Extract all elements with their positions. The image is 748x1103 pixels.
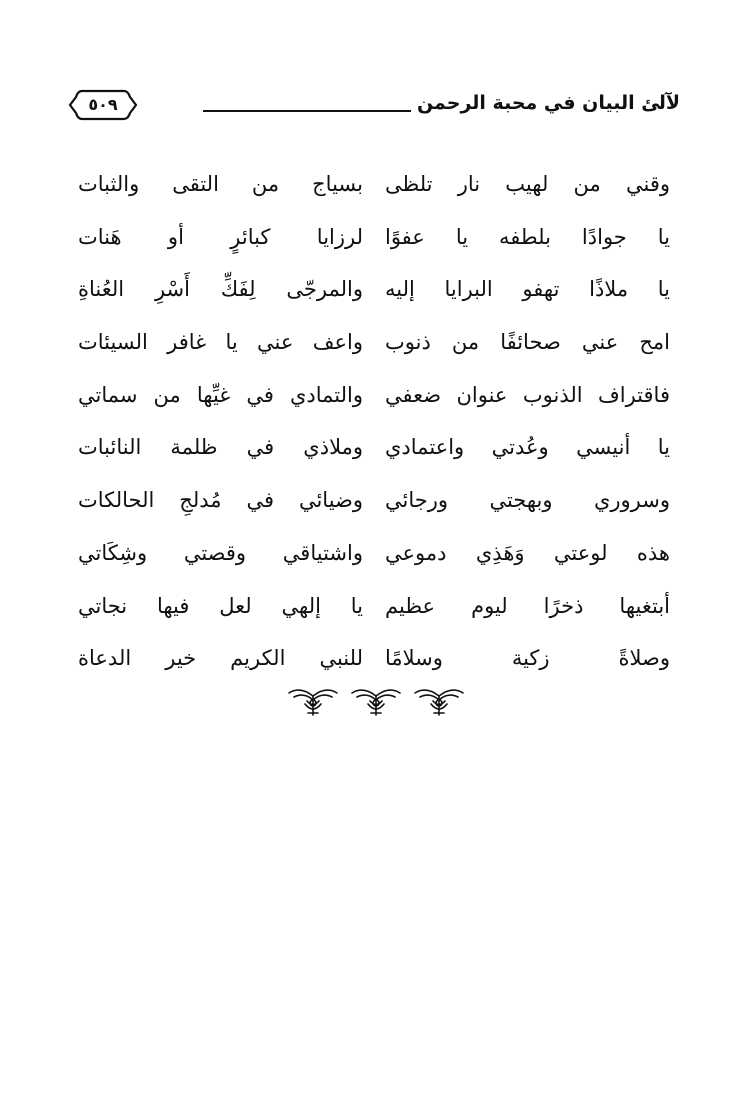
verse-second-hemistich: واشتياقي وقصتي وشِكَاتي: [78, 540, 363, 565]
verse-first-hemistich: امح عني صحائفًا من ذنوب: [385, 330, 670, 355]
verse-first-hemistich: فاقتراف الذنوب عنوان ضعفي: [385, 382, 670, 407]
verse-second-hemistich: وملاذي في ظلمة النائبات: [78, 435, 363, 460]
verse-second-hemistich: وضيائي في مُدلجِ الحالكات: [78, 488, 363, 513]
verse: [78, 474, 670, 527]
verse-second-hemistich: للنبي الكريم خير الدعاة: [78, 646, 363, 671]
header-rule: [203, 110, 411, 112]
verse-first-hemistich: يا جوادًا بلطفه يا عفوًا: [385, 224, 670, 249]
verse: [78, 527, 670, 580]
book-title: لآلئ البيان في محبة الرحمن: [416, 92, 680, 114]
fleuron-ornament-icon: [286, 684, 466, 720]
page-header: [68, 84, 680, 134]
page-number-badge: [68, 88, 138, 122]
verse: [78, 211, 670, 264]
poem: [78, 158, 670, 685]
verse-second-hemistich: لرزايا كبائرٍ أو هَنات: [78, 224, 363, 249]
verse-second-hemistich: والمرجّى لِفَكِّ أَسْرِ العُناةِ: [78, 277, 363, 302]
verse-first-hemistich: وصلاةً زكية وسلامًا: [385, 646, 670, 671]
verse-first-hemistich: يا أنيسي وعُدتي واعتمادي: [385, 435, 670, 460]
verse: [78, 632, 670, 685]
page-number: ٥٠٩: [88, 95, 118, 114]
verse: [78, 421, 670, 474]
verse-first-hemistich: وقني من لهيب نار تلظى: [385, 172, 670, 196]
verse: [78, 580, 670, 633]
verse-second-hemistich: بسياج من التقى والثبات: [78, 172, 363, 196]
verse-second-hemistich: والتمادي في غيِّها من سماتي: [78, 382, 363, 407]
verse-first-hemistich: وسروري وبهجتي ورجائي: [385, 488, 670, 513]
verse: [78, 263, 670, 316]
verse-second-hemistich: واعف عني يا غافر السيئات: [78, 330, 363, 355]
verse-first-hemistich: يا ملاذًا تهفو البرايا إليه: [385, 277, 670, 302]
verse: [78, 369, 670, 422]
verse: [78, 316, 670, 369]
verse-first-hemistich: هذه لوعتي وَهَذِي دموعي: [385, 540, 670, 565]
verse: [78, 158, 670, 211]
verse-first-hemistich: أبتغيها ذخرًا ليوم عظيم: [385, 593, 670, 618]
verse-second-hemistich: يا إلهي لعل فيها نجاتي: [78, 593, 363, 618]
